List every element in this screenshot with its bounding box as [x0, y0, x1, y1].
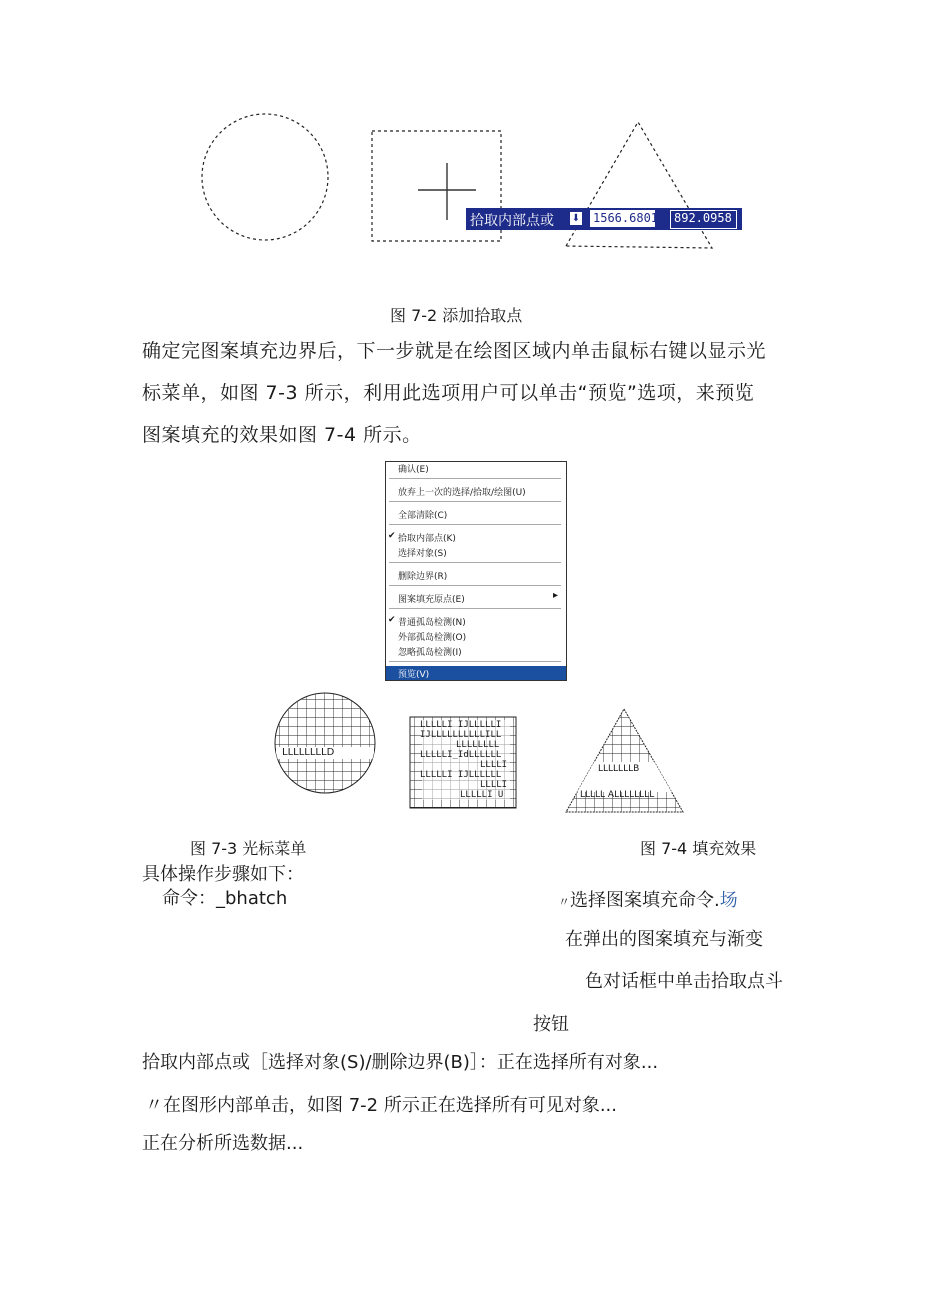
- note-dialog-line-3: 按钮: [533, 1014, 569, 1035]
- click-line: 〃在图形内部单击，如图 7-2 所示正在选择所有可见对象...: [145, 1095, 618, 1116]
- cursor-context-menu: [385, 461, 567, 681]
- coord-y-input[interactable]: 892.0958: [670, 210, 737, 229]
- steps-heading: 具体操作步骤如下：: [142, 864, 304, 885]
- menu-item-pick-points[interactable]: 拾取内部点(K): [398, 534, 456, 544]
- note-dialog-line-1: 在弹出的图案填充与渐变: [565, 929, 763, 950]
- figure-7-2-drawing: [0, 0, 950, 300]
- intro-line-1: 确定完图案填充边界后，下一步就是在绘图区域内单击鼠标右键以显示光: [142, 340, 767, 362]
- tooltip-label: 拾取内部点或: [470, 213, 554, 229]
- menu-separator: [389, 585, 561, 586]
- square-hatch-line: LLLLLI IJLLLLLI: [420, 720, 502, 730]
- triangle-hatch-text-2: LLLLL ALLLLLLLL: [580, 790, 655, 800]
- dynamic-input-tooltip: [466, 208, 742, 230]
- square-hatch-line: IJLLLLLLLLLLILL: [420, 730, 502, 740]
- menu-item-undo[interactable]: 放弃上一次的选择/拾取/绘图(U): [398, 488, 526, 498]
- figure-7-2-caption: 图 7-2 添加拾取点: [390, 306, 523, 325]
- menu-separator: [389, 661, 561, 662]
- command-line: 命令：_bhatch: [162, 888, 288, 909]
- intro-line-2: 标菜单，如图 7-3 所示，利用此选项用户可以单击“预览”选项，来预览: [142, 382, 755, 404]
- circle-hatch-text: LLLLLLLLD: [282, 747, 335, 758]
- square-hatch-line: LLLLI: [480, 780, 508, 790]
- note-mark: 〃: [558, 895, 571, 909]
- dashed-circle: [202, 114, 328, 240]
- menu-item-remove-boundary[interactable]: 删除边界(R): [398, 572, 448, 582]
- check-icon: ✔: [388, 531, 396, 541]
- square-hatch-line: LLLLLI U: [460, 790, 504, 800]
- square-hatch-text: [420, 720, 507, 800]
- intro-line-3: 图案填充的效果如图 7-4 所示。: [142, 424, 422, 446]
- figure-7-3-caption: 图 7-3 光标菜单: [190, 839, 307, 858]
- coord-x-input[interactable]: 1566.6801: [590, 210, 655, 227]
- square-hatch-line: LLLLLLLL: [456, 740, 500, 750]
- triangle-hatch-text-1: LLLLLLLB: [598, 764, 640, 774]
- menu-separator: [389, 608, 561, 609]
- menu-item-confirm[interactable]: 确认(E): [398, 465, 429, 475]
- menu-item-preview[interactable]: 预览(V): [398, 670, 430, 680]
- menu-separator: [389, 562, 561, 563]
- figure-7-4-caption: 图 7-4 填充效果: [640, 839, 757, 858]
- menu-item-select-objects[interactable]: 选择对象(S): [398, 549, 447, 559]
- menu-item-clear-all[interactable]: 全部清除(C): [398, 511, 448, 521]
- menu-item-hatch-origin[interactable]: 图案填充原点(E): [398, 595, 465, 605]
- prompt-line: 拾取内部点或［选择对象(S)/删除边界(B)］：正在选择所有对象...: [142, 1052, 659, 1073]
- menu-item-ignore-island[interactable]: 忽略孤岛检测(I): [398, 648, 462, 658]
- note-tail: 场: [719, 890, 738, 911]
- menu-separator: [389, 524, 561, 525]
- square-hatch-line: LLLLLI IJLLLLLL: [420, 770, 502, 780]
- analyze-line: 正在分析所选数据...: [142, 1133, 304, 1154]
- submenu-arrow-icon: ▸: [553, 590, 559, 601]
- note-dialog-line-2: 色对话框中单击拾取点斗: [585, 971, 783, 992]
- menu-item-normal-island[interactable]: 普通孤岛检测(N): [398, 618, 466, 628]
- note-text: 选择图案填充命令.: [570, 890, 720, 911]
- menu-separator: [389, 478, 561, 479]
- check-icon: ✔: [388, 615, 396, 625]
- download-arrow-icon[interactable]: ⬇: [571, 213, 581, 224]
- note-select-command: [558, 886, 738, 912]
- menu-separator: [389, 501, 561, 502]
- square-hatch-line: LLLLI: [480, 760, 508, 770]
- menu-item-outer-island[interactable]: 外部孤岛检测(O): [398, 633, 467, 643]
- square-hatch-line: LLLLLI_IdLLLLLL: [420, 750, 502, 760]
- hatched-circle: [275, 693, 375, 793]
